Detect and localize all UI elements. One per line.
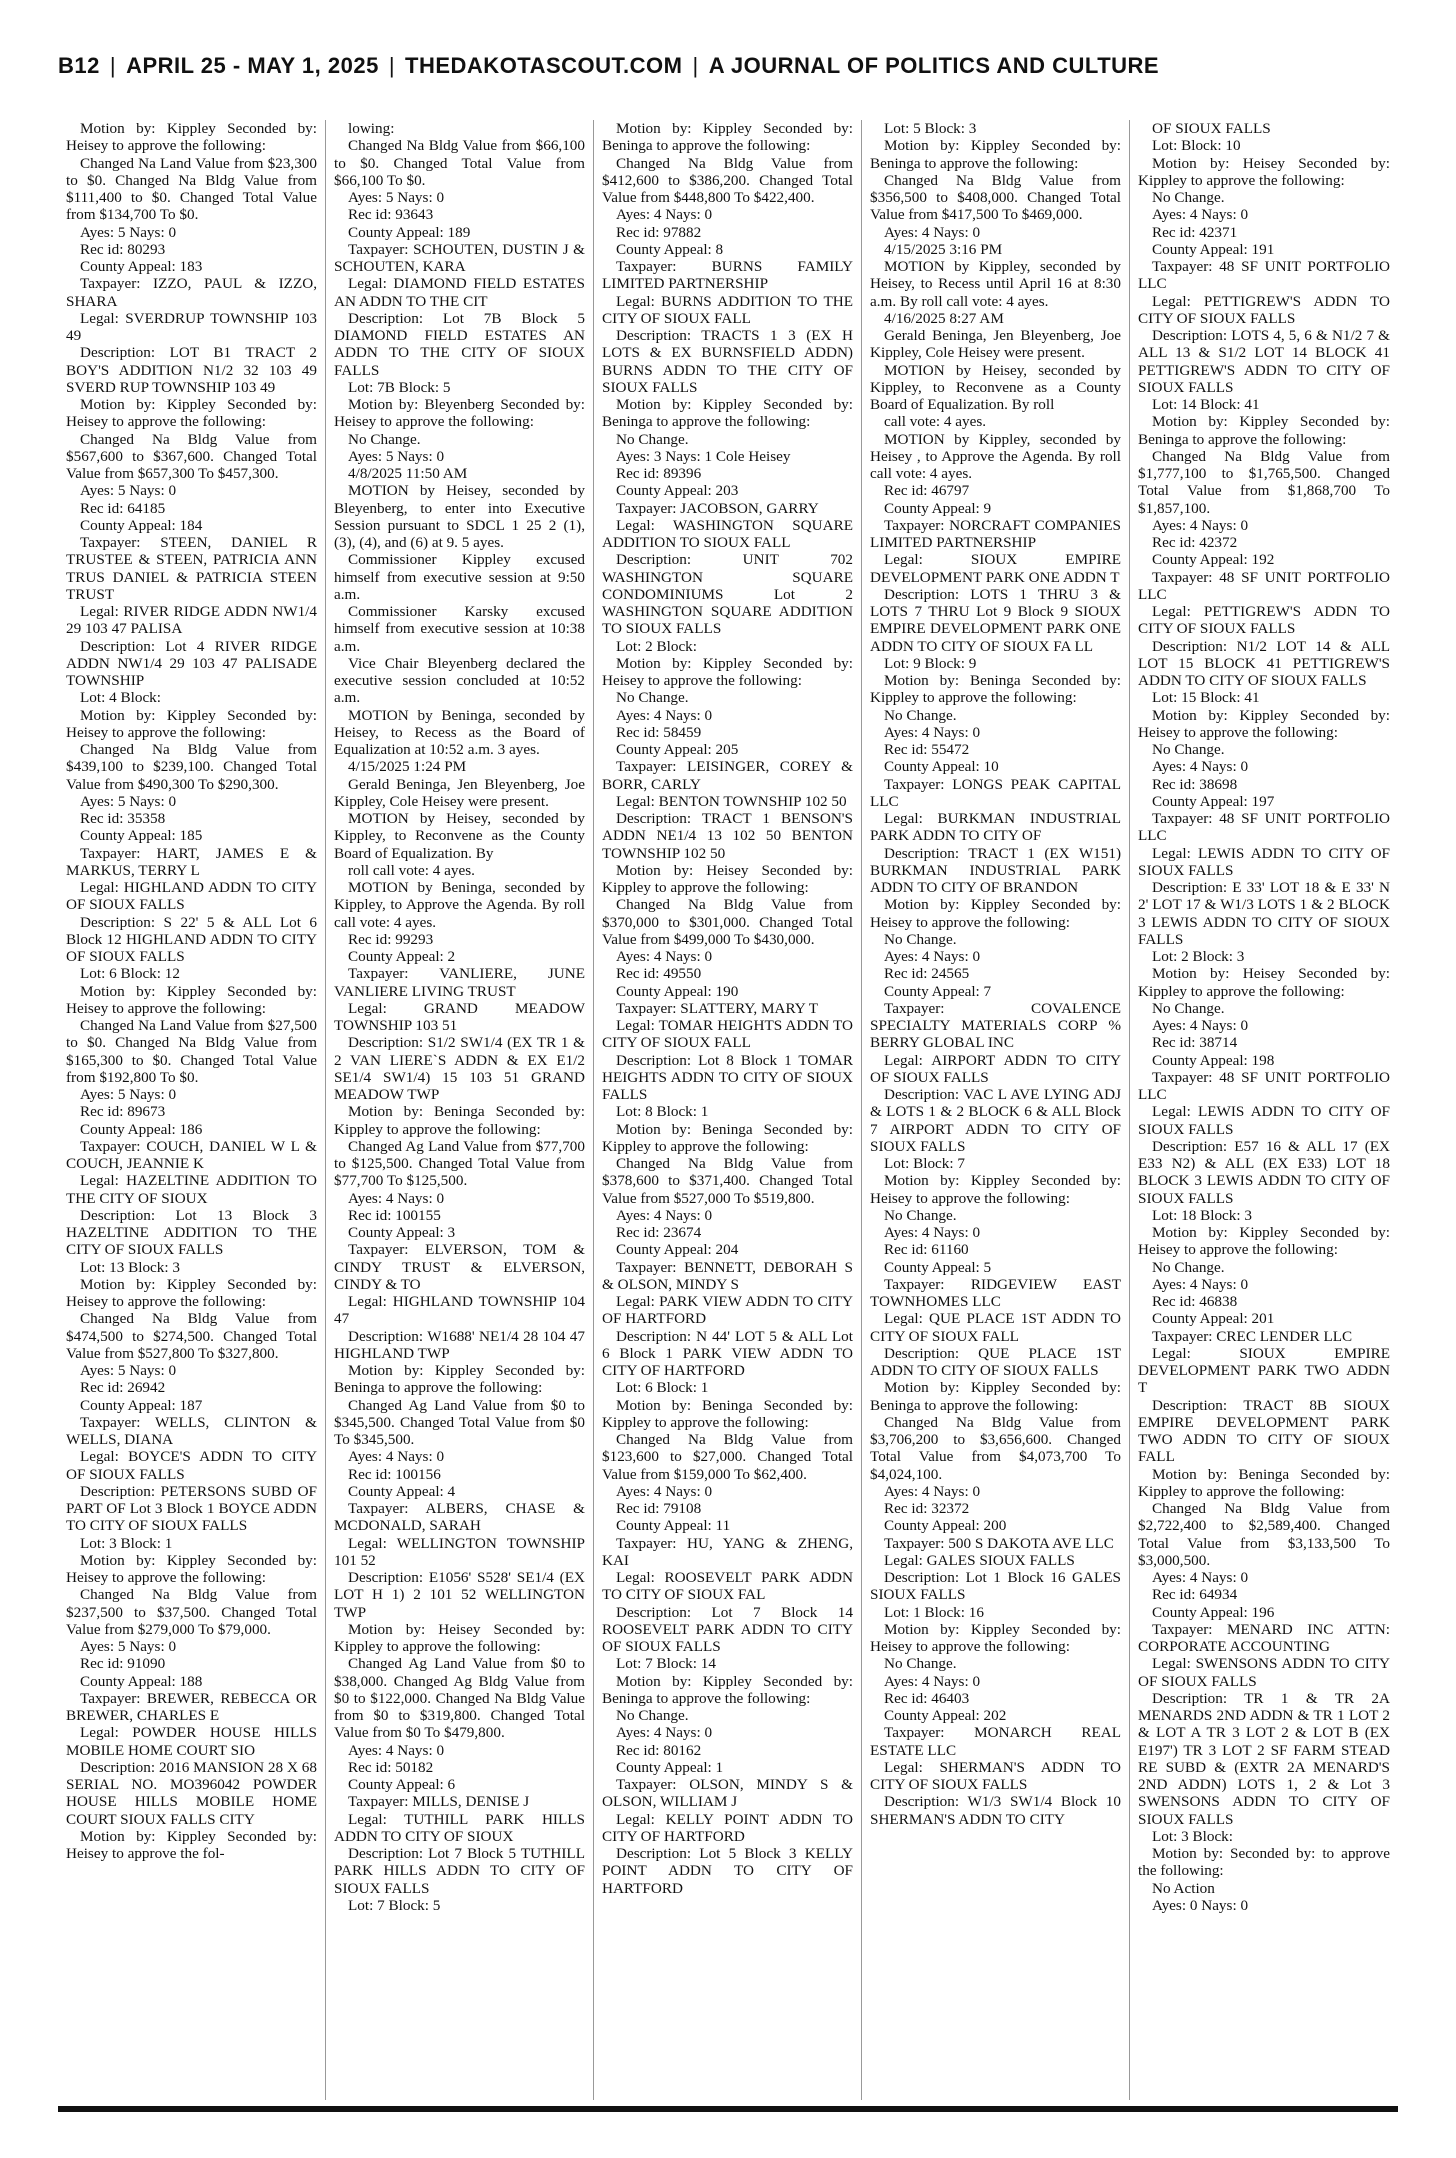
notice-paragraph: Legal: SVERDRUP TOWNSHIP 103 49	[66, 309, 317, 344]
notice-paragraph: Motion by: Kippley Seconded by: Heisey to approve the following:	[66, 120, 317, 155]
notice-paragraph: Motion by: Heisey Seconded by: Kippley to approve the following:	[334, 1620, 585, 1655]
notice-paragraph: Description: N1/2 LOT 14 & ALL LOT 15 BLOCK 41 PETTIGREW'S ADDN TO CITY OF SIOUX FALLS	[1138, 637, 1390, 689]
notice-paragraph: Lot: Block: 7	[884, 1155, 965, 1172]
notice-paragraph: Description: LOTS 4, 5, 6 & N1/2 7 & ALL 13 & S1/2 LOT 14 BLOCK 41 PETTIGREW'S ADDN TO CITY OF SIOUX FALLS	[1138, 327, 1390, 396]
notice-paragraph: Description: N 44' LOT 5 & ALL Lot 6 Block 1 PARK VIEW ADDN TO CITY OF HARTFORD	[602, 1327, 853, 1379]
notice-paragraph: Lot: 8 Block: 1	[616, 1103, 709, 1121]
notice-paragraph: Ayes: 4 Nays: 0	[884, 723, 981, 741]
notice-paragraph: Lot: 14 Block: 41	[1152, 396, 1260, 413]
notice-paragraph: No Change.	[616, 689, 689, 707]
notice-paragraph: Taxpayer: MENARD INC ATTN: CORPORATE ACCOUNTING	[1138, 1620, 1390, 1655]
notice-paragraph: Commissioner Karsky excused himself from executive session at 10:38 a.m.	[334, 603, 585, 655]
notice-paragraph: County Appeal: 7	[884, 982, 992, 1000]
notice-paragraph: Taxpayer: BURNS FAMILY LIMITED PARTNERSHIP	[602, 258, 853, 293]
notice-paragraph: Description: Lot 4 RIVER RIDGE ADDN NW1/4 29 103 47 PALISADE TOWNSHIP	[66, 637, 317, 689]
notice-paragraph: Lot: 7 Block: 14	[616, 1655, 716, 1673]
notice-paragraph: Legal: TOMAR HEIGHTS ADDN TO CITY OF SIOUX FALL	[602, 1017, 853, 1052]
notice-paragraph: Motion by: Heisey Seconded by: Kippley to approve the following:	[1138, 965, 1390, 1000]
column-5	[1130, 120, 1398, 2100]
notice-paragraph: Changed Na Bldg Value from $356,500 to $408,000. Changed Total Value from $417,500 To $469,000.	[870, 171, 1121, 224]
notice-paragraph: Changed Na Bldg Value from $567,600 to $367,600. Changed Total Value from $657,300 To $457,300.	[66, 430, 317, 482]
separator: |	[388, 53, 396, 78]
notice-paragraph: Taxpayer: LONGS PEAK CAPITAL LLC	[870, 775, 1121, 810]
notice-paragraph: County Appeal: 8	[616, 240, 724, 258]
notice-paragraph: No Change.	[884, 1206, 957, 1224]
notice-paragraph: Lot: Block: 10	[1152, 137, 1241, 155]
notice-paragraph: Description: LOT B1 TRACT 2 BOY'S ADDITION N1/2 32 103 49 SVERD RUP TOWNSHIP 103 49	[66, 344, 317, 396]
notice-paragraph: Motion by: Bleyenberg Seconded by: Heisey to approve the following:	[334, 396, 585, 431]
notice-paragraph: Description: W1/3 SW1/4 Block 10 SHERMAN'S ADDN TO CITY	[870, 1793, 1121, 1828]
notice-paragraph: Taxpayer: LEISINGER, COREY & BORR, CARLY	[602, 758, 853, 793]
notice-paragraph: Rec id: 61160	[884, 1241, 969, 1259]
notice-paragraph: County Appeal: 198	[1152, 1051, 1275, 1069]
notice-paragraph: County Appeal: 10	[884, 758, 999, 776]
notice-paragraph: Rec id: 42372	[1152, 534, 1238, 551]
notice-paragraph: Ayes: 5 Nays: 0	[348, 189, 445, 206]
notice-paragraph: Taxpayer: COUCH, DANIEL W L & COUCH, JEANNIE K	[66, 1137, 317, 1172]
notice-paragraph: Rec id: 38698	[1152, 775, 1238, 793]
notice-paragraph: County Appeal: 184	[80, 516, 203, 534]
notice-paragraph: Description: Lot 7 Block 14 ROOSEVELT PARK ADDN TO CITY OF SIOUX FALLS	[602, 1603, 853, 1655]
notice-paragraph: Taxpayer: 48 SF UNIT PORTFOLIO LLC	[1138, 568, 1390, 603]
notice-paragraph: Lot: 18 Block: 3	[1152, 1206, 1252, 1224]
notice-paragraph: Lot: 3 Block: 1	[80, 1534, 173, 1552]
notice-paragraph: Ayes: 4 Nays: 0	[1152, 1017, 1249, 1034]
notice-paragraph: Legal: BURKMAN INDUSTRIAL PARK ADDN TO CITY OF	[870, 810, 1121, 845]
notice-paragraph: Taxpayer: JACOBSON, GARRY	[616, 499, 819, 517]
notice-paragraph: Legal: GALES SIOUX FALLS	[884, 1551, 1075, 1569]
notice-paragraph: No Change.	[1152, 189, 1225, 206]
notice-paragraph: Ayes: 5 Nays: 0	[348, 447, 445, 465]
notice-paragraph: 4/15/2025 3:16 PM	[884, 240, 1003, 258]
notice-paragraph: Motion by: Beninga Seconded by: Kippley to approve the following:	[870, 672, 1121, 707]
notice-paragraph: Description: 2016 MANSION 28 X 68 SERIAL NO. MO396042 POWDER HOUSE HILLS MOBILE HOME COURT SIOUX FALLS CITY	[66, 1758, 317, 1828]
notice-paragraph: Description: E57 16 & ALL 17 (EX E33 N2) & ALL (EX E33) LOT 18 BLOCK 3 LEWIS ADDN TO CITY OF SIOUX FALLS	[1138, 1137, 1390, 1207]
notice-paragraph: Motion by: Kippley Seconded by: Heisey to approve the following:	[602, 654, 853, 689]
notice-paragraph: Legal: SIOUX EMPIRE DEVELOPMENT PARK ONE ADDN T	[870, 551, 1121, 586]
notice-paragraph: Lot: 5 Block: 3	[884, 120, 977, 137]
notice-paragraph: Lot: 2 Block: 3	[1152, 948, 1245, 965]
notice-paragraph: County Appeal: 5	[884, 1258, 992, 1276]
notice-paragraph: Legal: HIGHLAND TOWNSHIP 104 47	[334, 1293, 585, 1328]
notice-paragraph: 4/8/2025 11:50 AM	[348, 465, 468, 482]
notice-paragraph: MOTION by Beninga, seconded by Kippley, to Approve the Agenda. By roll call vote: 4 ayes.	[334, 879, 585, 931]
notice-paragraph: County Appeal: 1	[616, 1758, 724, 1776]
notice-paragraph: No Change.	[1152, 741, 1225, 758]
notice-paragraph: Rec id: 100155	[348, 1206, 441, 1224]
notice-paragraph: Legal: PETTIGREW'S ADDN TO CITY OF SIOUX FALLS	[1138, 292, 1390, 327]
notice-paragraph: Rec id: 32372	[884, 1500, 970, 1517]
notice-paragraph: Lot: 15 Block: 41	[1152, 689, 1260, 707]
notice-paragraph: County Appeal: 188	[80, 1672, 203, 1690]
notice-paragraph: Description: Lot 1 Block 16 GALES SIOUX FALLS	[870, 1569, 1121, 1604]
notice-paragraph: Taxpayer: ELVERSON, TOM & CINDY TRUST & ELVERSON, CINDY & TO	[334, 1241, 585, 1293]
notice-paragraph: Changed Na Bldg Value from $123,600 to $27,000. Changed Total Value from $159,000 To $62,400.	[602, 1431, 853, 1483]
notice-paragraph: County Appeal: 192	[1152, 551, 1275, 569]
notice-paragraph: County Appeal: 203	[616, 482, 739, 500]
notice-paragraph: MOTION by Kippley, seconded by Heisey , to Approve the Agenda. By roll call vote: 4 ayes.	[870, 430, 1121, 482]
notice-paragraph: Description: TRACT 1 BENSON'S ADDN NE1/4 13 102 50 BENTON TOWNSHIP 102 50	[602, 810, 853, 862]
notice-paragraph: Ayes: 4 Nays: 0	[348, 1741, 445, 1759]
notice-paragraph: Rec id: 42371	[1152, 223, 1238, 241]
notice-paragraph: Lot: 6 Block: 12	[80, 965, 180, 983]
notice-paragraph: MOTION by Heisey, seconded by Kippley, to Reconvene as the County Board of Equalization. By	[334, 810, 585, 862]
issue-dates: APRIL 25 - MAY 1, 2025	[126, 53, 379, 78]
notice-paragraph: Legal: HIGHLAND ADDN TO CITY OF SIOUX FALLS	[66, 879, 317, 914]
notice-paragraph: Ayes: 4 Nays: 0	[884, 1224, 981, 1241]
notice-paragraph: call vote: 4 ayes.	[884, 413, 987, 431]
notice-paragraph: Description: VAC L AVE LYING ADJ & LOTS 1 & 2 BLOCK 6 & ALL Block 7 AIRPORT ADDN TO CITY OF SIOUX FALLS	[870, 1086, 1121, 1155]
notice-paragraph: OF SIOUX FALLS	[1152, 120, 1271, 137]
notice-paragraph: Rec id: 89673	[80, 1103, 166, 1121]
notice-paragraph: Taxpayer: SCHOUTEN, DUSTIN J & SCHOUTEN, KARA	[334, 240, 585, 275]
notice-paragraph: County Appeal: 202	[884, 1707, 1007, 1724]
notice-paragraph: County Appeal: 200	[884, 1517, 1007, 1535]
notice-paragraph: Ayes: 4 Nays: 0	[616, 1724, 713, 1742]
notice-paragraph: Taxpayer: CREC LENDER LLC	[1152, 1327, 1353, 1345]
notice-paragraph: Ayes: 4 Nays: 0	[884, 1672, 981, 1690]
notice-paragraph: Rec id: 38714	[1152, 1034, 1238, 1052]
notice-paragraph: No Action	[1152, 1879, 1215, 1897]
notice-paragraph: Motion by: Kippley Seconded by: Heisey to approve the following:	[66, 1551, 317, 1586]
notice-paragraph: No Change.	[884, 706, 957, 724]
notice-paragraph: Taxpayer: ALBERS, CHASE & MCDONALD, SARAH	[334, 1500, 585, 1535]
notice-paragraph: Description: E 33' LOT 18 & E 33' N 2' LOT 17 & W1/3 LOTS 1 & 2 BLOCK 3 LEWIS ADDN TO CITY OF SIOUX FALLS	[1138, 879, 1390, 948]
notice-paragraph: Lot: 6 Block: 1	[616, 1379, 709, 1397]
notice-paragraph: Motion by: Beninga Seconded by: Kippley to approve the following:	[334, 1103, 585, 1138]
notice-paragraph: Legal: SIOUX EMPIRE DEVELOPMENT PARK TWO ADDN T	[1138, 1344, 1390, 1397]
notice-paragraph: Motion by: Kippley Seconded by: Heisey to approve the following:	[1138, 1224, 1390, 1259]
notice-paragraph: Ayes: 5 Nays: 0	[80, 1638, 177, 1655]
notice-paragraph: Taxpayer: NORCRAFT COMPANIES LIMITED PARTNERSHIP	[870, 516, 1121, 551]
notice-paragraph: Legal: BENTON TOWNSHIP 102 50	[616, 792, 847, 810]
notice-paragraph: Description: TRACT 8B SIOUX EMPIRE DEVELOPMENT PARK TWO ADDN TO CITY OF SIOUX FALL	[1138, 1396, 1390, 1466]
legal-notices-body	[58, 120, 1398, 2100]
notice-paragraph: Description: QUE PLACE 1ST ADDN TO CITY OF SIOUX FALLS	[870, 1344, 1121, 1379]
notice-paragraph: County Appeal: 3	[348, 1224, 456, 1241]
notice-paragraph: lowing:	[348, 120, 395, 137]
notice-paragraph: Description: LOTS 1 THRU 3 & LOTS 7 THRU Lot 9 Block 9 SIOUX EMPIRE DEVELOPMENT PARK ONE ADDN TO CITY OF SIOUX FA LL	[870, 585, 1121, 655]
notice-paragraph: Ayes: 4 Nays: 0	[616, 206, 713, 224]
notice-paragraph: MOTION by Beninga, seconded by Heisey, to Recess as the Board of Equalization at 10:52 a.m. 3 ayes.	[334, 706, 585, 758]
separator: |	[109, 53, 117, 78]
notice-paragraph: County Appeal: 197	[1152, 792, 1275, 810]
notice-paragraph: Motion by: Kippley Seconded by: Heisey to approve the following:	[1138, 706, 1390, 741]
notice-paragraph: Legal: SHERMAN'S ADDN TO CITY OF SIOUX FALLS	[870, 1758, 1121, 1793]
bottom-rule	[58, 2106, 1398, 2112]
notice-paragraph: No Change.	[884, 1655, 957, 1673]
notice-paragraph: Motion by: Kippley Seconded by: Heisey to approve the following:	[66, 982, 317, 1017]
notice-paragraph: Changed Na Land Value from $27,500 to $0. Changed Na Bldg Value from $165,300 to $0. Changed Total Value from $192,800 To $0.	[66, 1017, 317, 1086]
notice-paragraph: Description: Lot 13 Block 3 HAZELTINE ADDITION TO THE CITY OF SIOUX FALLS	[66, 1206, 317, 1259]
notice-paragraph: Rec id: 50182	[348, 1758, 434, 1776]
notice-paragraph: Motion by: Kippley Seconded by: Heisey to approve the following:	[870, 1172, 1121, 1207]
notice-paragraph: County Appeal: 183	[80, 258, 203, 275]
notice-paragraph: Legal: AIRPORT ADDN TO CITY OF SIOUX FALLS	[870, 1051, 1121, 1086]
notice-paragraph: Rec id: 46838	[1152, 1293, 1238, 1310]
notice-paragraph: Motion by: Kippley Seconded by: Heisey to approve the following:	[66, 396, 317, 431]
notice-paragraph: Rec id: 46403	[884, 1689, 970, 1707]
notice-paragraph: Rec id: 64185	[80, 499, 166, 517]
notice-paragraph: Changed Na Bldg Value from $439,100 to $239,100. Changed Total Value from $490,300 To $290,300.	[66, 741, 317, 793]
notice-paragraph: Description: TR 1 & TR 2A MENARDS 2ND ADDN & TR 1 LOT 2 & LOT A TR 3 LOT 2 & LOT B (EX E197') TR 3 LOT 2 SF FARM STEAD RE SUBD & (EXTR 2A MENARD'S 2ND ADDN) LOTS 1, 2 & Lot 3 SWENSONS ADDN TO CITY OF SIOUX FALLS	[1138, 1689, 1390, 1828]
notice-paragraph: Motion by: Seconded by: to approve the following:	[1138, 1845, 1390, 1880]
notice-paragraph: Gerald Beninga, Jen Bleyenberg, Joe Kippley, Cole Heisey were present.	[334, 775, 585, 810]
notice-paragraph: Taxpayer: IZZO, PAUL & IZZO, SHARA	[66, 275, 317, 310]
masthead	[58, 46, 1398, 86]
notice-paragraph: No Change.	[884, 930, 957, 948]
notice-paragraph: Legal: PETTIGREW'S ADDN TO CITY OF SIOUX FALLS	[1138, 603, 1390, 638]
notice-paragraph: Legal: LEWIS ADDN TO CITY OF SIOUX FALLS	[1138, 844, 1390, 879]
notice-paragraph: Description: S1/2 SW1/4 (EX TR 1 & 2 VAN LIERE`S ADDN & EX E1/2 SE1/4 SW1/4) 15 103 51 GRAND MEADOW TWP	[334, 1034, 585, 1103]
notice-paragraph: Legal: TUTHILL PARK HILLS ADDN TO CITY OF SIOUX	[334, 1810, 585, 1845]
notice-paragraph: County Appeal: 204	[616, 1241, 739, 1259]
notice-paragraph: Ayes: 0 Nays: 0	[1152, 1896, 1249, 1914]
notice-paragraph: Legal: SWENSONS ADDN TO CITY OF SIOUX FALLS	[1138, 1655, 1390, 1690]
separator: |	[692, 53, 699, 78]
notice-paragraph: Ayes: 4 Nays: 0	[616, 1482, 713, 1500]
notice-paragraph: Ayes: 5 Nays: 0	[80, 792, 177, 810]
notice-paragraph: Vice Chair Bleyenberg declared the executive session concluded at 10:52 a.m.	[334, 654, 585, 707]
notice-paragraph: Motion by: Kippley Seconded by: Heisey to approve the following:	[66, 1275, 317, 1310]
notice-paragraph: Rec id: 89396	[616, 465, 702, 482]
notice-paragraph: Changed Na Bldg Value from $2,722,400 to $2,589,400. Changed Total Value from $3,133,500 To $3,000,500.	[1138, 1500, 1390, 1569]
notice-paragraph: Motion by: Kippley Seconded by: Beninga to approve the following:	[1138, 413, 1390, 448]
notice-paragraph: Motion by: Beninga Seconded by: Kippley to approve the following:	[1138, 1465, 1390, 1500]
notice-paragraph: Lot: 4 Block:	[80, 689, 161, 707]
notice-paragraph: County Appeal: 186	[80, 1120, 203, 1138]
notice-paragraph: Taxpayer: 48 SF UNIT PORTFOLIO LLC	[1138, 810, 1390, 845]
notice-paragraph: Rec id: 24565	[884, 965, 970, 983]
notice-paragraph: Ayes: 4 Nays: 0	[884, 1482, 981, 1500]
notice-paragraph: Rec id: 93643	[348, 206, 434, 224]
notice-paragraph: Legal: ROOSEVELT PARK ADDN TO CITY OF SIOUX FAL	[602, 1569, 853, 1604]
notice-paragraph: MOTION by Kippley, seconded by Heisey, to Recess until April 16 at 8:30 a.m. By roll call vote: 4 ayes.	[870, 258, 1121, 310]
notice-paragraph: County Appeal: 189	[348, 223, 471, 241]
notice-paragraph: County Appeal: 187	[80, 1396, 203, 1414]
notice-paragraph: Ayes: 5 Nays: 0	[80, 1086, 177, 1103]
notice-paragraph: Motion by: Kippley Seconded by: Heisey to approve the following:	[870, 896, 1121, 931]
notice-paragraph: No Change.	[348, 430, 421, 448]
notice-paragraph: Ayes: 4 Nays: 0	[616, 1206, 713, 1224]
notice-paragraph: Legal: KELLY POINT ADDN TO CITY OF HARTFORD	[602, 1810, 853, 1845]
notice-paragraph: Changed Ag Land Value from $0 to $38,000. Changed Ag Bldg Value from $0 to $122,000. Changed Na Bldg Value from $0 to $319,800. Changed Total Value from $0 To $479,800.	[334, 1655, 585, 1742]
notice-paragraph: Motion by: Kippley Seconded by: Heisey to approve the fol-	[66, 1827, 317, 1862]
notice-paragraph: Lot: 2 Block:	[616, 637, 697, 655]
notice-paragraph: Rec id: 97882	[616, 223, 702, 241]
notice-paragraph: Motion by: Kippley Seconded by: Beninga to approve the following:	[334, 1362, 585, 1397]
notice-paragraph: Changed Na Bldg Value from $370,000 to $301,000. Changed Total Value from $499,000 To $430,000.	[602, 896, 853, 948]
notice-paragraph: Taxpayer: MONARCH REAL ESTATE LLC	[870, 1724, 1121, 1759]
notice-paragraph: Changed Na Bldg Value from $378,600 to $371,400. Changed Total Value from $527,000 To $519,800.	[602, 1155, 853, 1207]
notice-paragraph: County Appeal: 11	[616, 1517, 731, 1535]
notice-paragraph: Ayes: 4 Nays: 0	[884, 223, 981, 241]
notice-paragraph: Lot: 1 Block: 16	[884, 1603, 984, 1621]
notice-paragraph: Rec id: 99293	[348, 930, 434, 948]
notice-paragraph: Legal: WASHINGTON SQUARE ADDITION TO SIOUX FALL	[602, 516, 853, 551]
notice-paragraph: Motion by: Kippley Seconded by: Beninga to approve the following:	[870, 137, 1121, 172]
notice-paragraph: Legal: HAZELTINE ADDITION TO THE CITY OF SIOUX	[66, 1172, 317, 1207]
notice-paragraph: County Appeal: 201	[1152, 1310, 1275, 1328]
notice-paragraph: Motion by: Kippley Seconded by: Beninga to approve the following:	[602, 120, 853, 155]
notice-paragraph: Ayes: 4 Nays: 0	[1152, 758, 1249, 776]
notice-paragraph: No Change.	[616, 1707, 689, 1724]
notice-paragraph: Taxpayer: OLSON, MINDY S & OLSON, WILLIAM J	[602, 1776, 853, 1811]
column-2	[326, 120, 594, 2100]
notice-paragraph: Lot: 7B Block: 5	[348, 378, 451, 396]
notice-paragraph: Ayes: 5 Nays: 0	[80, 1362, 177, 1379]
notice-paragraph: County Appeal: 2	[348, 948, 456, 965]
notice-paragraph: Changed Ag Land Value from $0 to $345,500. Changed Total Value from $0 To $345,500.	[334, 1396, 585, 1448]
tagline: A JOURNAL OF POLITICS AND CULTURE	[708, 53, 1160, 78]
notice-paragraph: No Change.	[1152, 999, 1225, 1017]
notice-paragraph: Changed Ag Land Value from $77,700 to $125,500. Changed Total Value from $77,700 To $125,500.	[334, 1137, 585, 1190]
notice-paragraph: Ayes: 4 Nays: 0	[348, 1189, 445, 1207]
notice-paragraph: Changed Na Bldg Value from $1,777,100 to $1,765,500. Changed Total Value from $1,868,700 To $1,857,100.	[1138, 447, 1390, 517]
notice-paragraph: Description: W1688' NE1/4 28 104 47 HIGHLAND TWP	[334, 1327, 585, 1362]
site-name: THEDAKOTASCOUT.COM	[405, 53, 683, 78]
notice-paragraph: Legal: GRAND MEADOW TOWNSHIP 103 51	[334, 999, 585, 1034]
notice-paragraph: County Appeal: 4	[348, 1482, 456, 1500]
notice-paragraph: Lot: 7 Block: 5	[348, 1896, 441, 1914]
notice-paragraph: Taxpayer: 500 S DAKOTA AVE LLC	[884, 1534, 1114, 1552]
notice-paragraph: Taxpayer: COVALENCE SPECIALTY MATERIALS CORP % BERRY GLOBAL INC	[870, 999, 1121, 1052]
notice-paragraph: Changed Na Bldg Value from $3,706,200 to $3,656,600. Changed Total Value from $4,073,700 To $4,024,100.	[870, 1413, 1121, 1483]
column-1	[58, 120, 326, 2100]
notice-paragraph: Legal: QUE PLACE 1ST ADDN TO CITY OF SIOUX FALL	[870, 1310, 1121, 1345]
notice-paragraph: Motion by: Kippley Seconded by: Beninga to approve the following:	[870, 1379, 1121, 1414]
notice-paragraph: Gerald Beninga, Jen Bleyenberg, Joe Kippley, Cole Heisey were present.	[870, 327, 1121, 362]
notice-paragraph: Taxpayer: VANLIERE, JUNE VANLIERE LIVING TRUST	[334, 965, 585, 1000]
notice-paragraph: Rec id: 49550	[616, 965, 702, 983]
notice-paragraph: Ayes: 4 Nays: 0	[616, 948, 713, 965]
notice-paragraph: Motion by: Kippley Seconded by: Beninga to approve the following:	[602, 1672, 853, 1707]
notice-paragraph: Rec id: 80293	[80, 240, 166, 258]
page-number: B12	[58, 53, 100, 78]
notice-paragraph: Rec id: 55472	[884, 741, 970, 758]
notice-paragraph: MOTION by Heisey, seconded by Kippley, to Reconvene as a County Board of Equalization. By roll	[870, 361, 1121, 413]
notice-paragraph: County Appeal: 185	[80, 827, 203, 845]
notice-paragraph: Rec id: 91090	[80, 1655, 166, 1673]
notice-paragraph: Changed Na Land Value from $23,300 to $0. Changed Na Bldg Value from $111,400 to $0. Changed Total Value from $134,700 To $0.	[66, 154, 317, 224]
notice-paragraph: County Appeal: 6	[348, 1776, 456, 1793]
notice-paragraph: Changed Na Bldg Value from $474,500 to $274,500. Changed Total Value from $527,800 To $327,800.	[66, 1310, 317, 1362]
notice-paragraph: roll call vote: 4 ayes.	[348, 861, 475, 879]
notice-paragraph: County Appeal: 9	[884, 499, 992, 517]
notice-paragraph: Taxpayer: HART, JAMES E & MARKUS, TERRY L	[66, 844, 317, 879]
notice-paragraph: Description: PETERSONS SUBD OF PART OF Lot 3 Block 1 BOYCE ADDN TO CITY OF SIOUX FALLS	[66, 1482, 317, 1535]
notice-paragraph: Rec id: 35358	[80, 810, 166, 827]
notice-paragraph: Ayes: 4 Nays: 0	[1152, 516, 1249, 534]
notice-paragraph: Legal: LEWIS ADDN TO CITY OF SIOUX FALLS	[1138, 1103, 1390, 1138]
notice-paragraph: Description: UNIT 702 WASHINGTON SQUARE CONDOMINIUMS Lot 2 WASHINGTON SQUARE ADDITION TO SIOUX FALLS	[602, 551, 853, 638]
notice-paragraph: Rec id: 58459	[616, 723, 702, 741]
notice-paragraph: Taxpayer: RIDGEVIEW EAST TOWNHOMES LLC	[870, 1275, 1121, 1310]
notice-paragraph: Legal: BOYCE'S ADDN TO CITY OF SIOUX FALLS	[66, 1448, 317, 1483]
notice-paragraph: Rec id: 23674	[616, 1224, 702, 1241]
notice-paragraph: Motion by: Kippley Seconded by: Beninga to approve the following:	[602, 396, 853, 431]
notice-paragraph: Motion by: Beninga Seconded by: Kippley to approve the following:	[602, 1120, 853, 1155]
notice-paragraph: Ayes: 4 Nays: 0	[348, 1448, 445, 1466]
notice-paragraph: Taxpayer: 48 SF UNIT PORTFOLIO LLC	[1138, 1068, 1390, 1103]
notice-paragraph: Ayes: 5 Nays: 0	[80, 223, 177, 241]
notice-paragraph: Changed Na Bldg Value from $66,100 to $0. Changed Total Value from $66,100 To $0.	[334, 137, 585, 189]
notice-paragraph: No Change.	[616, 430, 689, 448]
notice-paragraph: Ayes: 4 Nays: 0	[1152, 206, 1249, 224]
notice-paragraph: County Appeal: 196	[1152, 1603, 1275, 1621]
notice-paragraph: Changed Na Bldg Value from $412,600 to $386,200. Changed Total Value from $448,800 To $422,400.	[602, 154, 853, 206]
notice-paragraph: Taxpayer: SLATTERY, MARY T	[616, 999, 818, 1017]
notice-paragraph: Legal: PARK VIEW ADDN TO CITY OF HARTFORD	[602, 1293, 853, 1328]
notice-paragraph: Description: TRACTS 1 3 (EX H LOTS & EX BURNSFIELD ADDN) BURNS ADDN TO THE CITY OF SIOUX FALLS	[602, 327, 853, 396]
notice-paragraph: Description: S 22' 5 & ALL Lot 6 Block 12 HIGHLAND ADDN TO CITY OF SIOUX FALLS	[66, 913, 317, 965]
notice-paragraph: Changed Na Bldg Value from $237,500 to $37,500. Changed Total Value from $279,000 To $79,000.	[66, 1586, 317, 1638]
notice-paragraph: Legal: BURNS ADDITION TO THE CITY OF SIOUX FALL	[602, 292, 853, 327]
notice-paragraph: Legal: WELLINGTON TOWNSHIP 101 52	[334, 1534, 585, 1569]
notice-paragraph: Motion by: Kippley Seconded by: Heisey to approve the following:	[66, 706, 317, 741]
notice-paragraph: Rec id: 26942	[80, 1379, 166, 1397]
notice-paragraph: County Appeal: 205	[616, 741, 739, 758]
notice-paragraph: County Appeal: 191	[1152, 240, 1275, 258]
notice-paragraph: Motion by: Kippley Seconded by: Heisey to approve the following:	[870, 1620, 1121, 1655]
notice-paragraph: Ayes: 5 Nays: 0	[80, 482, 177, 500]
notice-paragraph: Description: Lot 7B Block 5 DIAMOND FIELD ESTATES AN ADDN TO THE CITY OF SIOUX FALLS	[334, 309, 585, 379]
notice-paragraph: Ayes: 4 Nays: 0	[616, 706, 713, 724]
notice-paragraph: Taxpayer: WELLS, CLINTON & WELLS, DIANA	[66, 1413, 317, 1448]
column-4	[862, 120, 1130, 2100]
notice-paragraph: Ayes: 3 Nays: 1 Cole Heisey	[616, 447, 791, 465]
notice-paragraph: Taxpayer: HU, YANG & ZHENG, KAI	[602, 1534, 853, 1569]
notice-paragraph: Commissioner Kippley excused himself from executive session at 9:50 a.m.	[334, 551, 585, 603]
notice-paragraph: Taxpayer: BREWER, REBECCA OR BREWER, CHARLES E	[66, 1689, 317, 1724]
notice-paragraph: County Appeal: 190	[616, 982, 739, 1000]
notice-paragraph: Taxpayer: 48 SF UNIT PORTFOLIO LLC	[1138, 258, 1390, 293]
notice-paragraph: Lot: 3 Block:	[1152, 1827, 1233, 1845]
notice-paragraph: Taxpayer: STEEN, DANIEL R TRUSTEE & STEEN, PATRICIA ANN TRUS DANIEL & PATRICIA STEEN TRUST	[66, 534, 317, 603]
notice-paragraph: Lot: 13 Block: 3	[80, 1258, 180, 1276]
notice-paragraph: Taxpayer: MILLS, DENISE J	[348, 1793, 530, 1811]
notice-paragraph: Description: Lot 5 Block 3 KELLY POINT ADDN TO CITY OF HARTFORD	[602, 1845, 853, 1897]
notice-paragraph: MOTION by Heisey, seconded by Bleyenberg, to enter into Executive Session pursuant to SDCL 1 25 2 (1), (3), (4), and (6) at 9. 5 ayes.	[334, 482, 585, 551]
notice-paragraph: Motion by: Beninga Seconded by: Kippley to approve the following:	[602, 1396, 853, 1431]
notice-paragraph: Ayes: 4 Nays: 0	[1152, 1275, 1249, 1293]
notice-paragraph: 4/15/2025 1:24 PM	[348, 758, 467, 776]
notice-paragraph: Rec id: 46797	[884, 482, 970, 500]
column-3	[594, 120, 862, 2100]
notice-paragraph: Motion by: Heisey Seconded by: Kippley to approve the following:	[602, 861, 853, 896]
notice-paragraph: Legal: POWDER HOUSE HILLS MOBILE HOME COURT SIO	[66, 1724, 317, 1759]
notice-paragraph: Lot: 9 Block: 9	[884, 654, 977, 672]
notice-paragraph: Rec id: 79108	[616, 1500, 702, 1517]
notice-paragraph: Description: TRACT 1 (EX W151) BURKMAN INDUSTRIAL PARK ADDN TO CITY OF BRANDON	[870, 844, 1121, 896]
notice-paragraph: Ayes: 4 Nays: 0	[884, 948, 981, 965]
notice-paragraph: Ayes: 4 Nays: 0	[1152, 1569, 1249, 1586]
notice-paragraph: Rec id: 80162	[616, 1741, 702, 1759]
notice-paragraph: Motion by: Heisey Seconded by: Kippley to approve the following:	[1138, 154, 1390, 189]
notice-paragraph: Rec id: 100156	[348, 1465, 441, 1483]
notice-paragraph: No Change.	[1152, 1258, 1225, 1276]
notice-paragraph: 4/16/2025 8:27 AM	[884, 309, 1004, 327]
notice-paragraph: Legal: RIVER RIDGE ADDN NW1/4 29 103 47 PALISA	[66, 603, 317, 638]
notice-paragraph: Description: Lot 8 Block 1 TOMAR HEIGHTS ADDN TO CITY OF SIOUX FALLS	[602, 1051, 853, 1103]
notice-paragraph: Legal: DIAMOND FIELD ESTATES AN ADDN TO THE CIT	[334, 275, 585, 310]
notice-paragraph: Description: E1056' S528' SE1/4 (EX LOT H 1) 2 101 52 WELLINGTON TWP	[334, 1569, 585, 1621]
notice-paragraph: Taxpayer: BENNETT, DEBORAH S & OLSON, MINDY S	[602, 1258, 853, 1293]
notice-paragraph: Rec id: 64934	[1152, 1586, 1238, 1604]
notice-paragraph: Description: Lot 7 Block 5 TUTHILL PARK HILLS ADDN TO CITY OF SIOUX FALLS	[334, 1845, 585, 1897]
